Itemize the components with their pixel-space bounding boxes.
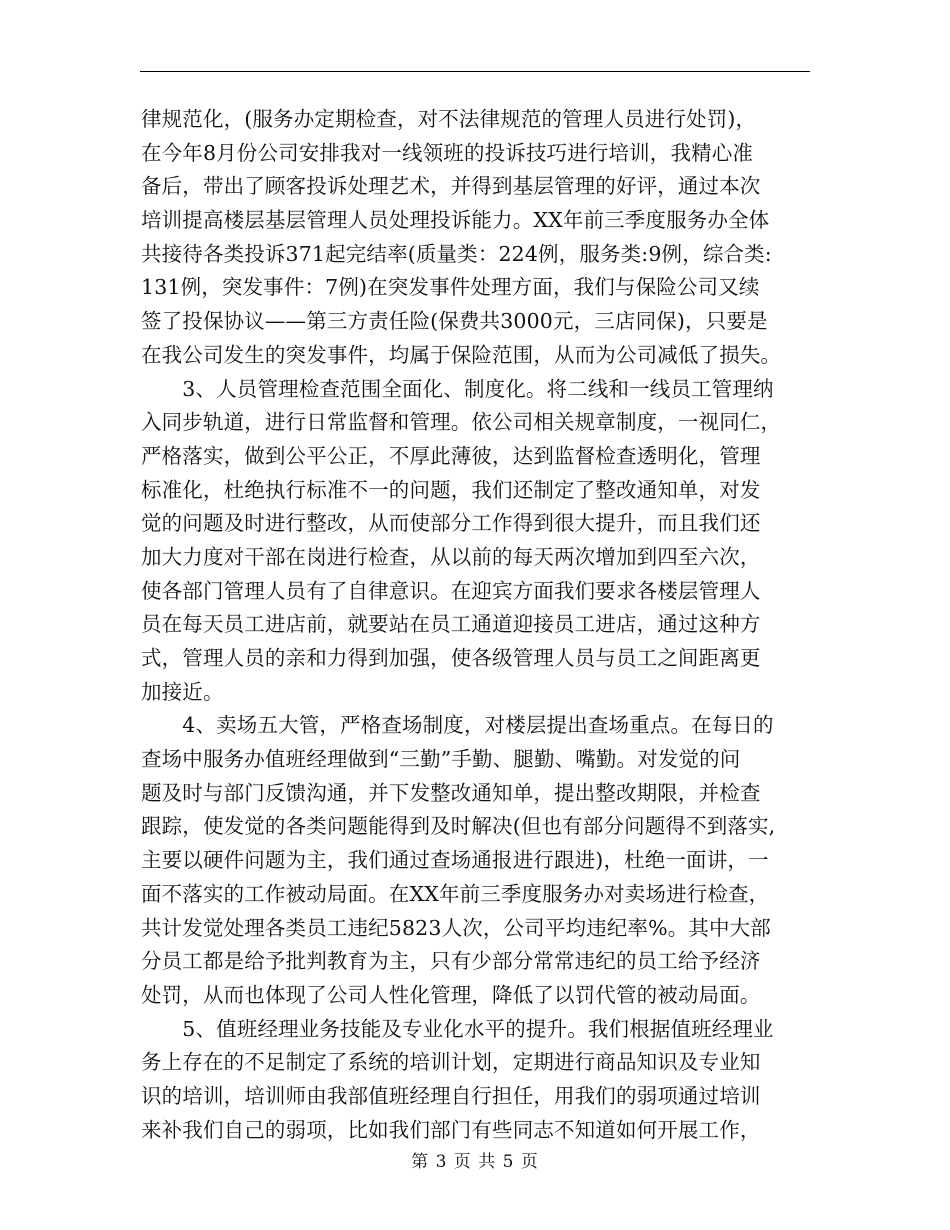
text-line: 跟踪，使发觉的各类问题能得到及时解决(但也有部分问题得不到落实, [141, 814, 776, 839]
text-line: 共计发觉处理各类员工违纪5823人次，公司平均违纪率%。其中大部 [141, 915, 771, 940]
text-line: 培训提高楼层基层管理人员处理投诉能力。XX年前三季度服务办全体 [141, 208, 770, 233]
text-line: 题及时与部门反馈沟通，并下发整改通知单，提出整改期限，并检查 [141, 780, 761, 805]
text-line: 来补我们自己的弱项，比如我们部门有些同志不知道如何开展工作， [141, 1117, 761, 1142]
text-line: 主要以硬件问题为主，我们通过查场通报进行跟进)，杜绝一面讲，一 [141, 848, 769, 873]
text-line: 加大力度对干部在岗进行检查，从以前的每天两次增加到四至六次， [141, 544, 761, 569]
text-line: 共接待各类投诉371起完结率(质量类：224例，服务类:9例，综合类: [141, 241, 772, 266]
text-line: 查场中服务办值班经理做到“三勤”手勤、腿勤、嘴勤。对发觉的问 [141, 747, 741, 772]
text-line: 签了投保协议——第三方责任险(保费共3000元，三店同保)，只要是 [141, 309, 768, 334]
text-line: 觉的问题及时进行整改，从而使部分工作得到很大提升，而且我们还 [141, 511, 761, 536]
text-line: 在我公司发生的突发事件，均属于保险范围，从而为公司减低了损失。 [141, 342, 782, 367]
text-line: 备后，带出了顾客投诉处理艺术，并得到基层管理的好评，通过本次 [141, 174, 761, 199]
text-line: 律规范化，(服务办定期检查，对不法律规范的管理人员进行处罚)， [141, 107, 757, 131]
text-line: 使各部门管理人员有了自律意识。在迎宾方面我们要求各楼层管理人 [141, 578, 761, 603]
text-line: 严格落实，做到公平公正，不厚此薄彼，达到监督检查透明化，管理 [141, 443, 761, 468]
text-line: 131例，突发事件：7例)在突发事件处理方面，我们与保险公司又续 [141, 275, 760, 300]
page-footer: 第 3 页 共 5 页 [411, 1152, 539, 1172]
text-line: 入同步轨道，进行日常监督和管理。依公司相关规章制度，一视同仁， [141, 410, 782, 435]
text-line: 加接近。 [141, 679, 224, 704]
text-line: 4、卖场五大管，严格查场制度，对楼层提出查场重点。在每日的 [141, 713, 774, 738]
text-line: 标准化，杜绝执行标准不一的问题，我们还制定了整改通知单，对发 [141, 477, 761, 502]
text-line: 5、值班经理业务技能及专业化水平的提升。我们根据值班经理业 [141, 1016, 774, 1041]
text-line: 分员工都是给予批判教育为主，只有少部分常常违纪的员工给予经济 [141, 949, 761, 974]
text-line: 处罚，从而也体现了公司人性化管理，降低了以罚代管的被动局面。 [141, 982, 761, 1007]
text-line: 式，管理人员的亲和力得到加强，使各级管理人员与员工之间距离更 [141, 646, 761, 670]
text-line: 识的培训，培训师由我部值班经理自行担任，用我们的弱项通过培训 [141, 1083, 761, 1108]
header-rule [140, 71, 810, 72]
text-line: 在今年8月份公司安排我对一线领班的投诉技巧进行培训，我精心准 [141, 140, 754, 165]
text-line: 务上存在的不足制定了系统的培训计划，定期进行商品知识及专业知 [141, 1050, 761, 1075]
body-text [141, 103, 821, 1147]
text-line: 面不落实的工作被动局面。在XX年前三季度服务办对卖场进行检查， [141, 881, 770, 906]
text-line: 员在每天员工进店前，就要站在员工通道迎接员工进店，通过这种方 [141, 612, 761, 637]
text-line: 3、人员管理检查范围全面化、制度化。将二线和一线员工管理纳 [141, 376, 774, 401]
